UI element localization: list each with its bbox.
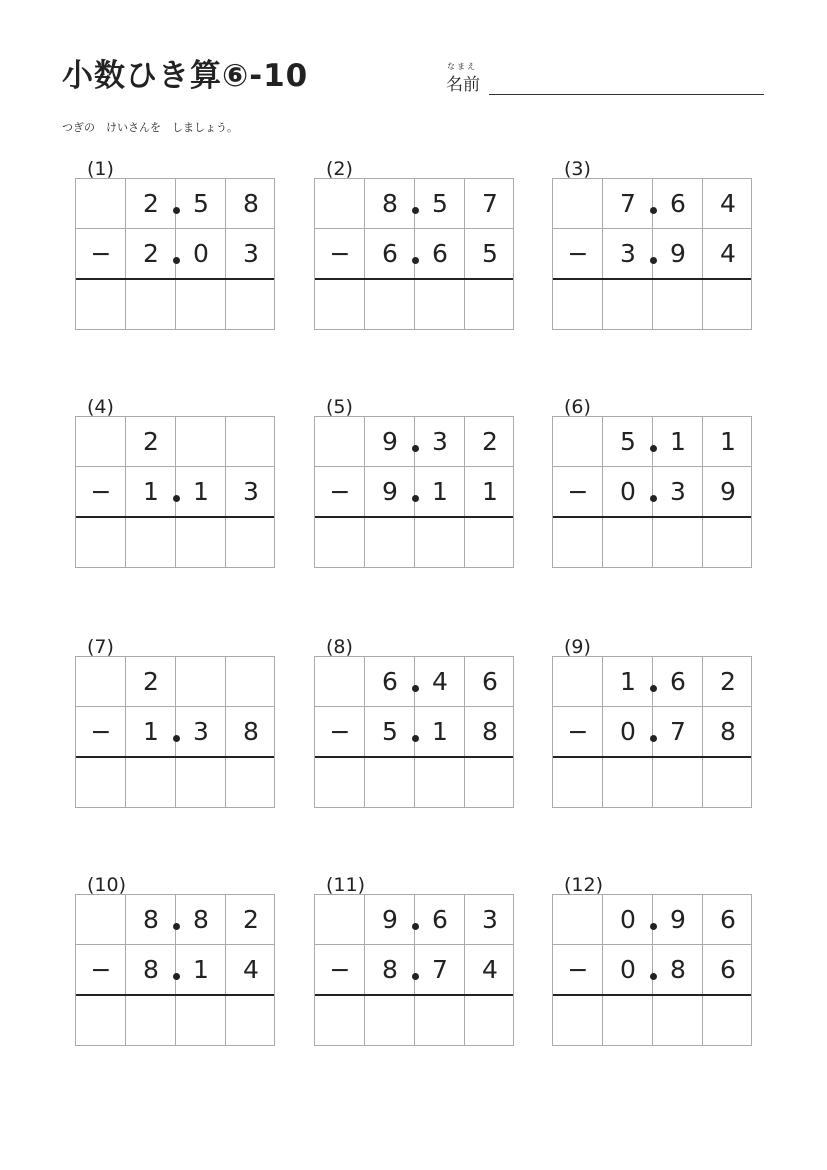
minuend-digit [76,895,126,945]
subtrahend-digit: 6 [720,955,736,984]
decimal-point [650,735,657,742]
minuend-digit: 0 [620,905,636,934]
minuend-digit [315,179,365,229]
minuend-digit: 2 [482,427,498,456]
minuend-digit [315,417,365,467]
subtrahend-digit: 4 [720,239,736,268]
problem-label: (2) [326,158,353,180]
decimal-point [173,923,180,930]
decimal-point [412,685,419,692]
answer-cell[interactable] [126,996,176,1046]
problem-label: (6) [564,396,591,418]
decimal-point [173,973,180,980]
minuend-digit: 6 [670,667,686,696]
answer-cell[interactable] [176,758,226,808]
decimal-point [650,923,657,930]
answer-cell[interactable] [126,758,176,808]
problem-5 [314,396,514,586]
minus-sign: − [90,239,112,268]
minuend-digit [176,657,226,707]
answer-cell[interactable] [315,518,365,568]
answer-cell[interactable] [465,996,515,1046]
answer-cell[interactable] [553,280,603,330]
answer-cell[interactable] [76,758,126,808]
problem-3 [552,158,752,348]
calc-grid [75,416,275,568]
subtrahend-digit: 0 [193,239,209,268]
answer-cell[interactable] [126,518,176,568]
subtrahend-digit: 3 [243,239,259,268]
answer-cell[interactable] [553,518,603,568]
minuend-digit [553,417,603,467]
minuend-digit: 9 [382,427,398,456]
subtrahend-digit: 5 [382,717,398,746]
answer-cell[interactable] [76,996,126,1046]
subtrahend-digit: 1 [193,955,209,984]
minuend-digit: 7 [620,189,636,218]
name-write-line[interactable] [489,94,764,95]
decimal-point [412,923,419,930]
subtrahend-digit: 8 [482,717,498,746]
minuend-digit [76,179,126,229]
subtrahend-digit: 1 [193,477,209,506]
subtrahend-digit: 1 [143,477,159,506]
minuend-digit: 7 [482,189,498,218]
answer-cell[interactable] [176,280,226,330]
minuend-digit: 6 [720,905,736,934]
worksheet-title: 小数ひき算⑥-10 [62,58,309,94]
decimal-point [650,207,657,214]
problem-10 [75,874,275,1064]
answer-cell[interactable] [126,280,176,330]
answer-cell[interactable] [603,996,653,1046]
instruction-text: つぎの けいさんを しましょう。 [62,121,238,134]
minuend-digit [315,895,365,945]
answer-cell[interactable] [465,518,515,568]
answer-cell[interactable] [653,758,703,808]
problem-label: (7) [87,636,114,658]
calc-grid [314,416,514,568]
decimal-point [412,207,419,214]
decimal-point [412,257,419,264]
answer-cell[interactable] [315,758,365,808]
answer-cell[interactable] [76,280,126,330]
decimal-point [173,257,180,264]
answer-cell[interactable] [653,518,703,568]
subtrahend-digit: 4 [243,955,259,984]
answer-cell[interactable] [465,280,515,330]
minuend-digit [176,417,226,467]
answer-cell[interactable] [226,996,276,1046]
subtrahend-digit: 7 [432,955,448,984]
subtrahend-digit: 2 [143,239,159,268]
answer-cell[interactable] [703,518,753,568]
answer-cell[interactable] [703,758,753,808]
problem-11 [314,874,514,1064]
problem-label: (12) [564,874,604,896]
subtrahend-digit: 8 [720,717,736,746]
answer-cell[interactable] [553,996,603,1046]
decimal-point [412,735,419,742]
problem-label: (11) [326,874,366,896]
answer-cell[interactable] [703,996,753,1046]
answer-cell[interactable] [415,518,465,568]
minuend-digit: 3 [432,427,448,456]
calc-grid [552,894,752,1046]
calc-grid [552,178,752,330]
decimal-point [650,495,657,502]
subtrahend-digit: 3 [243,477,259,506]
answer-cell[interactable] [415,280,465,330]
minuend-digit: 8 [243,189,259,218]
subtrahend-digit: 9 [670,239,686,268]
decimal-point [173,207,180,214]
minuend-digit: 6 [382,667,398,696]
problem-2 [314,158,514,348]
minuend-digit: 4 [432,667,448,696]
problem-label: (3) [564,158,591,180]
answer-cell[interactable] [315,280,365,330]
answer-cell[interactable] [603,518,653,568]
decimal-point [173,735,180,742]
minuend-digit: 2 [243,905,259,934]
subtrahend-digit: 9 [720,477,736,506]
calc-grid [552,656,752,808]
minuend-digit: 3 [482,905,498,934]
minuend-digit [76,657,126,707]
decimal-point [650,973,657,980]
problem-6 [552,396,752,586]
answer-cell[interactable] [703,280,753,330]
subtrahend-digit: 3 [193,717,209,746]
minus-sign: − [90,717,112,746]
subtrahend-digit: 3 [670,477,686,506]
minuend-digit: 6 [432,905,448,934]
decimal-point [412,973,419,980]
minuend-digit: 9 [670,905,686,934]
minus-sign: − [567,239,589,268]
minuend-digit: 6 [482,667,498,696]
calc-grid [75,656,275,808]
answer-cell[interactable] [226,280,276,330]
subtrahend-digit: 1 [432,717,448,746]
problem-8 [314,636,514,826]
minuend-digit [553,179,603,229]
calc-grid [75,178,275,330]
decimal-point [412,445,419,452]
subtrahend-digit: 8 [670,955,686,984]
calc-grid [314,656,514,808]
answer-cell[interactable] [365,518,415,568]
minuend-digit: 1 [620,667,636,696]
answer-cell[interactable] [603,280,653,330]
minus-sign: − [329,477,351,506]
minus-sign: − [90,955,112,984]
minuend-digit [315,657,365,707]
decimal-point [650,445,657,452]
answer-cell[interactable] [415,758,465,808]
subtrahend-digit: 8 [143,955,159,984]
subtrahend-digit: 1 [432,477,448,506]
answer-cell[interactable] [76,518,126,568]
decimal-point [173,495,180,502]
answer-cell[interactable] [603,758,653,808]
decimal-point [650,257,657,264]
problem-1 [75,158,275,348]
minuend-digit: 5 [193,189,209,218]
minuend-digit: 6 [670,189,686,218]
answer-cell[interactable] [415,996,465,1046]
subtrahend-digit: 3 [620,239,636,268]
answer-cell[interactable] [365,758,415,808]
minuend-digit: 2 [720,667,736,696]
problem-9 [552,636,752,826]
minuend-digit [76,417,126,467]
problem-12 [552,874,752,1064]
minuend-digit: 5 [432,189,448,218]
calc-grid [552,416,752,568]
minus-sign: − [567,477,589,506]
subtrahend-digit: 0 [620,955,636,984]
minuend-digit: 2 [143,667,159,696]
answer-cell[interactable] [365,280,415,330]
answer-cell[interactable] [465,758,515,808]
minuend-digit [553,895,603,945]
subtrahend-digit: 6 [382,239,398,268]
minuend-digit [226,657,276,707]
subtrahend-digit: 1 [482,477,498,506]
minuend-digit: 1 [670,427,686,456]
calc-grid [314,894,514,1046]
answer-cell[interactable] [176,996,226,1046]
minuend-digit: 4 [720,189,736,218]
minus-sign: − [329,717,351,746]
problem-label: (4) [87,396,114,418]
minuend-digit: 2 [143,189,159,218]
minuend-digit: 9 [382,905,398,934]
problem-label: (5) [326,396,353,418]
minuend-digit [553,657,603,707]
problem-7 [75,636,275,826]
minuend-digit: 2 [143,427,159,456]
subtrahend-digit: 0 [620,717,636,746]
subtrahend-digit: 8 [243,717,259,746]
minus-sign: − [90,477,112,506]
name-label: 名前 [446,75,480,95]
subtrahend-digit: 5 [482,239,498,268]
problem-label: (1) [87,158,114,180]
subtrahend-digit: 9 [382,477,398,506]
decimal-point [412,495,419,502]
calc-grid [314,178,514,330]
minuend-digit [226,417,276,467]
answer-cell[interactable] [176,518,226,568]
minus-sign: − [567,717,589,746]
subtrahend-digit: 0 [620,477,636,506]
minuend-digit: 8 [143,905,159,934]
answer-cell[interactable] [553,758,603,808]
subtrahend-digit: 8 [382,955,398,984]
minuend-digit: 5 [620,427,636,456]
minuend-digit: 8 [193,905,209,934]
decimal-point [650,685,657,692]
problem-label: (10) [87,874,127,896]
minus-sign: − [329,239,351,268]
calc-grid [75,894,275,1046]
subtrahend-digit: 1 [143,717,159,746]
problem-4 [75,396,275,586]
name-ruby: なまえ [447,62,477,71]
minuend-digit: 1 [720,427,736,456]
answer-cell[interactable] [226,518,276,568]
answer-cell[interactable] [365,996,415,1046]
subtrahend-digit: 4 [482,955,498,984]
minuend-digit: 8 [382,189,398,218]
minus-sign: − [329,955,351,984]
answer-cell[interactable] [315,996,365,1046]
problem-label: (8) [326,636,353,658]
answer-cell[interactable] [653,996,703,1046]
subtrahend-digit: 7 [670,717,686,746]
answer-cell[interactable] [226,758,276,808]
minus-sign: − [567,955,589,984]
subtrahend-digit: 6 [432,239,448,268]
problem-label: (9) [564,636,591,658]
answer-cell[interactable] [653,280,703,330]
